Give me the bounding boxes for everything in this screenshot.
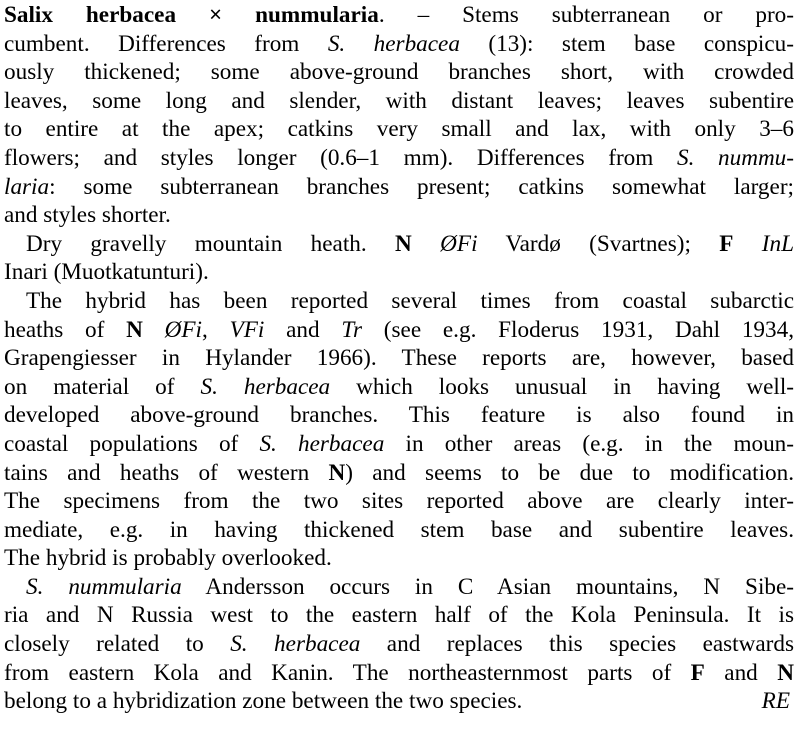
author-initials: RE — [761, 688, 790, 715]
text-segment: on material of — [4, 373, 201, 400]
bold-text: F — [719, 230, 734, 257]
italic-text: S. herbacea — [327, 30, 460, 57]
text-line — [4, 1, 794, 30]
text-segment: flowers; and styles longer (0.6–1 mm). Differences from — [4, 144, 677, 171]
text-segment: . – Stems subterranean or pro- — [378, 2, 794, 28]
text-segment: Dry gravelly mountain heath. — [26, 230, 396, 257]
document-body — [4, 1, 794, 716]
text-segment: from eastern Kola and Kanin. The northeasternmost parts of — [4, 659, 691, 686]
bold-text: F — [690, 659, 705, 686]
italic-text: S. nummu- — [676, 144, 794, 171]
bold-text: N — [395, 230, 412, 257]
text-segment: Andersson occurs in C Asian mountains, N Sibe- — [181, 573, 794, 600]
bold-text: N — [126, 316, 143, 343]
text-segment: and styles shorter. — [4, 202, 171, 229]
italic-text: Tr — [341, 316, 363, 343]
text-segment: : some subterranean branches present; catkins somewhat larger; — [49, 173, 794, 200]
italic-text: ØFi — [440, 230, 478, 257]
text-segment: mediate, e.g. in having thickened stem base and subentire leaves. — [4, 516, 794, 543]
text-segment: Grapengiesser in Hylander 1966). These reports are, however, based — [4, 345, 794, 372]
bold-text: Salix herbacea × nummularia — [4, 2, 379, 28]
text-segment: cumbent. Differences from — [4, 30, 328, 57]
text-line — [4, 573, 794, 602]
text-line — [4, 230, 794, 259]
text-line — [4, 373, 794, 402]
italic-text: S. nummularia — [26, 573, 182, 600]
text-line — [4, 87, 794, 116]
text-segment: The hybrid has been reported several times from coastal subarctic — [26, 287, 794, 314]
text-line — [4, 58, 794, 87]
italic-text: VFi — [229, 316, 265, 343]
text-line — [4, 459, 794, 488]
text-segment: and — [704, 659, 778, 686]
text-line — [4, 30, 794, 59]
text-line — [4, 258, 794, 287]
text-segment: Inari (Muotkatunturi). — [4, 259, 209, 286]
text-line — [4, 516, 794, 545]
text-lines — [4, 1, 794, 687]
text-segment: to entire at the apex; catkins very small and lax, with only 3–6 — [4, 116, 794, 143]
italic-text: InL — [761, 230, 794, 257]
text-segment: ria and N Russia west to the eastern half of the Kola Peninsula. It is — [4, 602, 794, 629]
text-segment: The hybrid is probably overlooked. — [4, 545, 332, 572]
text-segment: (see e.g. Floderus 1931, Dahl 1934, — [362, 316, 794, 343]
italic-text: ØFi — [164, 316, 202, 343]
text-line — [4, 544, 794, 573]
text-segment: developed above-ground branches. This feature is also found in — [4, 402, 794, 429]
text-line — [4, 630, 794, 659]
text-line — [4, 287, 794, 316]
italic-text: S. herbacea — [230, 631, 361, 658]
text-segment: in other areas (e.g. in the moun- — [384, 430, 794, 457]
text-line — [4, 115, 794, 144]
text-line — [4, 401, 794, 430]
text-segment: ously thickened; some above-ground branches short, with crowded — [4, 59, 794, 86]
text-segment: leaves, some long and slender, with distant leaves; leaves subentire — [4, 87, 794, 114]
text-line — [4, 601, 794, 630]
text-line — [4, 659, 794, 688]
text-line — [4, 344, 794, 373]
final-line-text: belong to a hybridization zone between the two species. — [4, 688, 523, 715]
text-line — [4, 316, 794, 345]
text-segment: heaths of — [4, 316, 127, 343]
italic-text: S. herbacea — [200, 373, 331, 400]
text-segment — [412, 231, 440, 257]
text-segment — [143, 317, 165, 343]
text-segment: coastal populations of — [4, 430, 260, 457]
text-line — [4, 201, 794, 230]
text-line — [4, 144, 794, 173]
text-segment — [733, 231, 761, 257]
text-segment: The specimens from the two sites reported above are clearly inter- — [4, 488, 794, 515]
text-line-final — [4, 687, 794, 716]
text-line — [4, 173, 794, 202]
italic-text: laria — [4, 173, 50, 200]
text-segment: tains and heaths of western — [4, 459, 329, 486]
italic-text: S. herbacea — [259, 430, 385, 457]
text-segment: and — [264, 316, 342, 343]
text-segment: ) and seems to be due to modification. — [345, 459, 794, 486]
text-segment: which looks unusual in having well- — [330, 373, 794, 400]
text-line — [4, 487, 794, 516]
text-line — [4, 430, 794, 459]
text-segment: Vardø (Svartnes); — [477, 230, 720, 257]
bold-text: N — [777, 659, 794, 686]
text-segment: and replaces this species eastwards — [360, 631, 794, 658]
text-segment: closely related to — [4, 631, 231, 658]
text-segment: (13): stem base conspicu- — [459, 30, 794, 57]
bold-text: N — [328, 459, 346, 486]
text-segment: , — [201, 316, 230, 343]
